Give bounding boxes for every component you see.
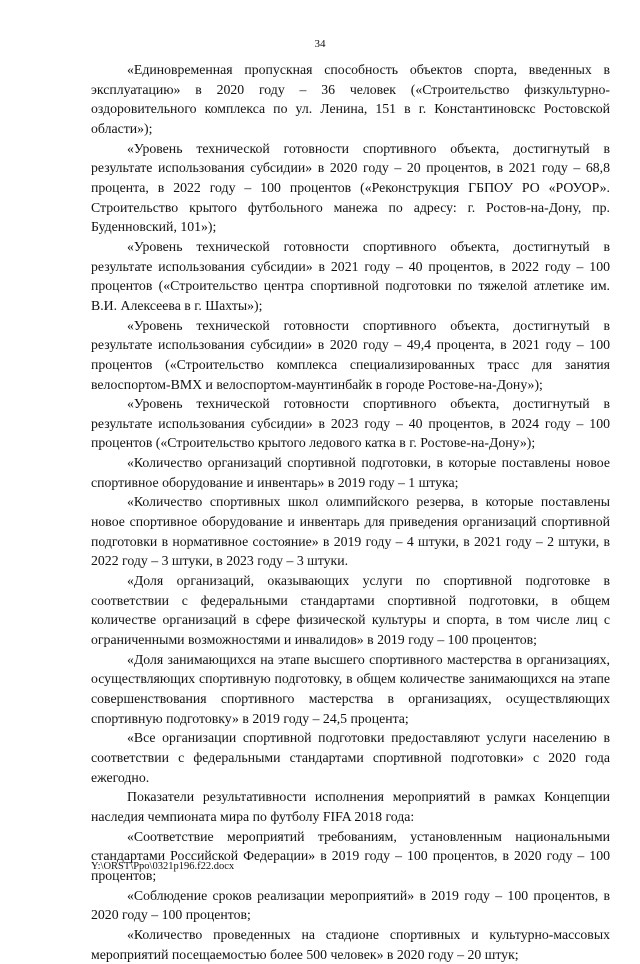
page-number: 34 (314, 38, 326, 50)
paragraph: «Уровень технической готовности спортивного объекта, достигнутый в результате использования субсидии» в 2023 году – 40 процентов, в 2024 году – 100 процентов («Строительство крытого ледового катка в г. Ростове-на-Дону»); (91, 396, 610, 451)
document-body (91, 60, 610, 964)
paragraph: Показатели результативности исполнения мероприятий в рамках Концепции наследия чемпионата мира по футболу FIFA 2018 года: (91, 789, 610, 824)
file-path-footer: Y:\ORST\Ppo\0321p196.f22.docx (91, 861, 235, 872)
paragraph: «Доля занимающихся на этапе высшего спортивного мастерства в организациях, осуществляющих спортивную подготовку, в общем количестве занимающихся на этапе совершенствования спортивного мастерства в организациях, осуществляющих спортивную подготовку» в 2019 году – 24,5 процента; (91, 651, 610, 726)
paragraph: «Количество проведенных на стадионе спортивных и культурно-массовых мероприятий посещаемостью более 500 человек» в 2020 году – 20 штук; (91, 926, 610, 962)
paragraph: «Все организации спортивной подготовки предоставляют услуги населению в соответствии с федеральными стандартами спортивной подготовки» с 2020 года ежегодно. (91, 730, 610, 785)
paragraph: «Уровень технической готовности спортивного объекта, достигнутый в результате использования субсидии» в 2021 году – 40 процентов, в 2022 году – 100 процентов («Строительство центра спортивной подготовки по тяжелой атлетике им. В.И. Алексеева в г. Шахты»); (91, 238, 610, 313)
paragraph: «Соблюдение сроков реализации мероприятий» в 2019 году – 100 процентов, в 2020 году – 100 процентов; (91, 887, 610, 923)
paragraph: «Соответствие мероприятий требованиям, установленным национальными стандартами Российской Федерации» в 2019 году – 100 процентов, в 2020 году – 100 процентов; (91, 828, 610, 883)
paragraph: «Доля организаций, оказывающих услуги по спортивной подготовке в соответствии с федеральными стандартами спортивной подготовки, в общем количестве организаций в сфере физической культуры и спорта, в том числе лиц с ограниченными возможностями и инвалидов» в 2019 году – 100 процентов; (91, 573, 610, 648)
paragraph: «Уровень технической готовности спортивного объекта, достигнутый в результате использования субсидии» в 2020 году – 20 процентов, в 2021 году – 68,8 процента, в 2022 году – 100 процентов («Реконструкция ГБПОУ РО «РОУОР». Строительство крытого футбольного манежа по адресу: г. Ростов-на-Дону, пр. Буденновский, 101»); (91, 140, 610, 235)
paragraph: «Уровень технической готовности спортивного объекта, достигнутый в результате использования субсидии» в 2020 году – 49,4 процента, в 2021 году – 100 процентов («Строительство комплекса специализированных трасс для занятия велоспортом-BMX и велоспортом-маунтинбайк в городе Ростове-на-Дону»); (91, 317, 610, 392)
paragraph: «Количество организаций спортивной подготовки, в которые поставлены новое спортивное оборудование и инвентарь» в 2019 году – 1 штука; (91, 455, 610, 490)
paragraph: «Количество спортивных школ олимпийского резерва, в которые поставлены новое спортивное оборудование и инвентарь для приведения организаций спортивной подготовки в нормативное состояние» в 2019 году – 4 штуки, в 2021 году – 2 штуки, в 2022 году – 3 штуки, в 2023 году – 3 штуки. (91, 494, 610, 569)
paragraph: «Единовременная пропускная способность объектов спорта, введенных в эксплуатацию» в 2020 году – 36 человек («Строительство физкультурно-оздоровительного комплекса по ул. Ленина, 151 в г. Константиновскс Ростовской области»); (91, 62, 610, 136)
